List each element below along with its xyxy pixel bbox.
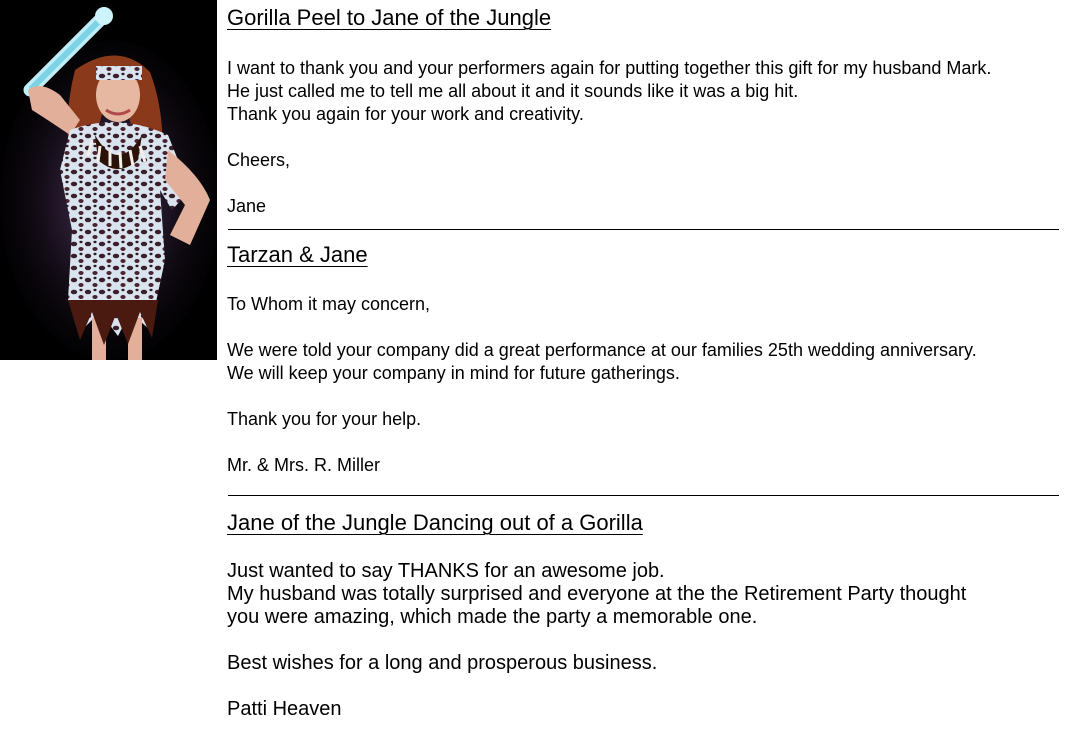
testimonial-signature: Patti Heaven bbox=[227, 698, 342, 720]
testimonial-line: My husband was totally surprised and everyone at the the Retirement Party thought bbox=[227, 583, 967, 605]
testimonial-signature: Mr. & Mrs. R. Miller bbox=[227, 455, 380, 475]
testimonial-line: Best wishes for a long and prosperous business. bbox=[227, 652, 658, 674]
testimonial-title: Gorilla Peel to Jane of the Jungle bbox=[227, 5, 552, 30]
testimonial-line: Cheers, bbox=[227, 150, 291, 170]
testimonial-signature: Jane bbox=[227, 196, 267, 216]
testimonial-line: He just called me to tell me all about it and it sounds like it was a big hit. bbox=[227, 81, 799, 101]
testimonial-line: I want to thank you and your performers again for putting together this gift for my husband Mark. bbox=[227, 58, 992, 78]
section-divider bbox=[228, 495, 1059, 496]
testimonial-line: Thank you for your help. bbox=[227, 409, 422, 429]
testimonial-line: We were told your company did a great performance at our families 25th wedding anniversary. bbox=[227, 340, 977, 360]
testimonial-line: We will keep your company in mind for future gatherings. bbox=[227, 363, 680, 383]
performer-photo bbox=[0, 0, 217, 360]
testimonial-line: Thank you again for your work and creativity. bbox=[227, 104, 584, 124]
section-divider bbox=[228, 229, 1059, 230]
testimonial-line: you were amazing, which made the party a memorable one. bbox=[227, 606, 758, 628]
testimonial-title: Tarzan & Jane bbox=[227, 242, 368, 267]
testimonial-title: Jane of the Jungle Dancing out of a Gorilla bbox=[227, 510, 643, 535]
testimonial-line: Just wanted to say THANKS for an awesome job. bbox=[227, 560, 665, 582]
performer-illustration bbox=[0, 0, 217, 360]
testimonial-line: To Whom it may concern, bbox=[227, 294, 431, 314]
